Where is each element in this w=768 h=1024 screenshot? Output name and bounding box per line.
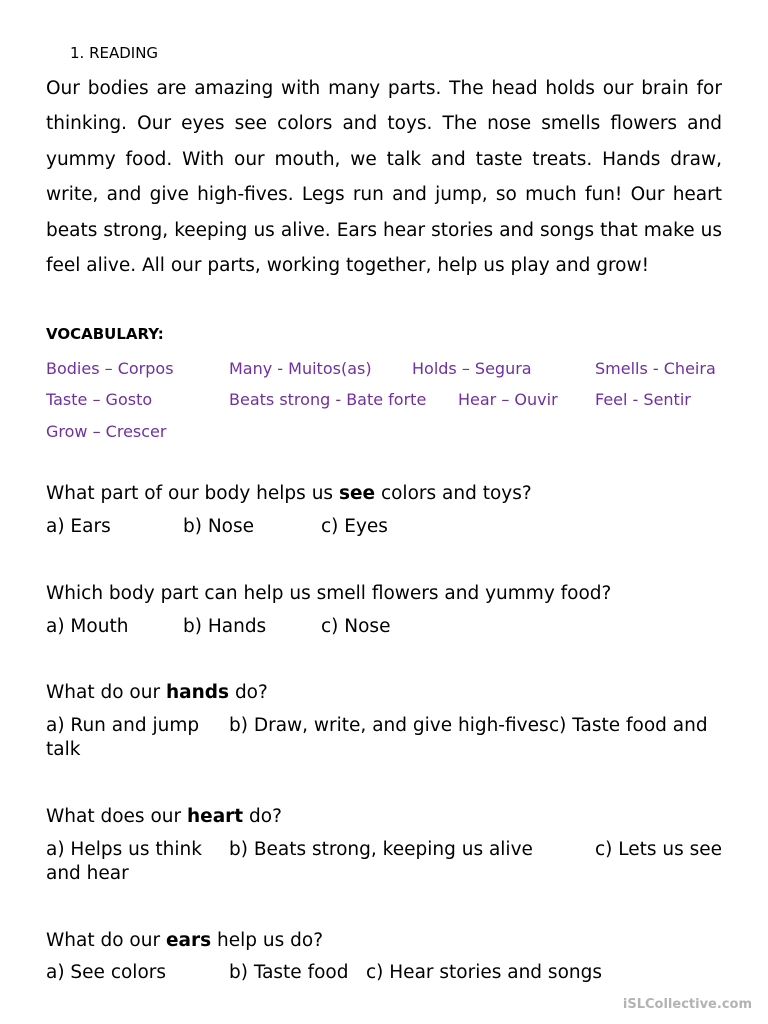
question-3 bbox=[46, 681, 736, 705]
question-4 bbox=[46, 805, 736, 829]
answer-option: b) Beats strong, keeping us alive bbox=[229, 839, 533, 860]
vocab-item: Beats strong - Bate forte bbox=[229, 390, 427, 409]
vocab-item: Smells - Cheira bbox=[595, 359, 716, 378]
vocab-item: Feel - Sentir bbox=[595, 390, 691, 409]
question-text: What do our bbox=[46, 930, 166, 951]
vocab-item: Holds – Segura bbox=[412, 359, 532, 378]
answer-option: a) Run and jump bbox=[46, 715, 200, 736]
vocab-item: Hear – Ouvir bbox=[458, 390, 558, 409]
vocab-item: Bodies – Corpos bbox=[46, 359, 174, 378]
vocab-item: Taste – Gosto bbox=[46, 390, 153, 409]
section-heading: 1. READING bbox=[70, 44, 159, 62]
answer-option-continued: and hear bbox=[46, 863, 129, 884]
answer-option: c) Nose bbox=[321, 616, 391, 637]
question-text: help us do? bbox=[211, 930, 324, 951]
question-1 bbox=[46, 482, 736, 506]
answer-option: c) Taste food and bbox=[549, 715, 708, 736]
answer-option: b) Draw, write, and give high-fives bbox=[229, 715, 549, 736]
watermark: iSLCollective.com bbox=[622, 997, 752, 1012]
question-text: What part of our body helps us bbox=[46, 483, 339, 504]
question-2 bbox=[46, 582, 736, 606]
answer-option: c) Eyes bbox=[321, 516, 388, 537]
question-text: What do our bbox=[46, 682, 166, 703]
reading-paragraph: Our bodies are amazing with many parts. The head holds our brain for thinking. Our eyes see colors and toys. The nose smells flowers and yummy food. With our mouth, we talk and taste treats. Hands draw, write, and give high-fives. Legs run and jump, so much fun! Our heart beats strong, keeping us alive. Ears hear stories and songs that make us feel alive. All our parts, working together, help us play and grow! bbox=[46, 78, 722, 277]
question-keyword: hands bbox=[165, 682, 230, 703]
answer-option: a) See colors bbox=[46, 962, 167, 983]
answer-option: b) Nose bbox=[183, 516, 255, 537]
vocabulary-title: VOCABULARY: bbox=[46, 325, 164, 343]
answer-option: a) Mouth bbox=[46, 616, 129, 637]
question-text: colors and toys? bbox=[375, 483, 532, 504]
question-keyword: heart bbox=[186, 806, 244, 827]
question-text: do? bbox=[243, 806, 282, 827]
vocab-item: Many - Muitos(as) bbox=[229, 359, 372, 378]
question-keyword: ears bbox=[165, 930, 212, 951]
answer-option-continued: talk bbox=[46, 739, 81, 760]
vocab-item: Grow – Crescer bbox=[46, 422, 167, 441]
answer-option: a) Helps us think bbox=[46, 839, 202, 860]
answer-option: c) Lets us see bbox=[595, 839, 723, 860]
question-5 bbox=[46, 929, 736, 953]
answer-option: b) Taste food bbox=[229, 962, 349, 983]
answer-option: b) Hands bbox=[183, 616, 267, 637]
question-text: Which body part can help us smell flowers and yummy food? bbox=[46, 583, 612, 604]
question-keyword: see bbox=[338, 483, 376, 504]
question-text: do? bbox=[229, 682, 268, 703]
question-text: What does our bbox=[46, 806, 187, 827]
answer-option: c) Hear stories and songs bbox=[366, 962, 602, 983]
answer-option: a) Ears bbox=[46, 516, 111, 537]
